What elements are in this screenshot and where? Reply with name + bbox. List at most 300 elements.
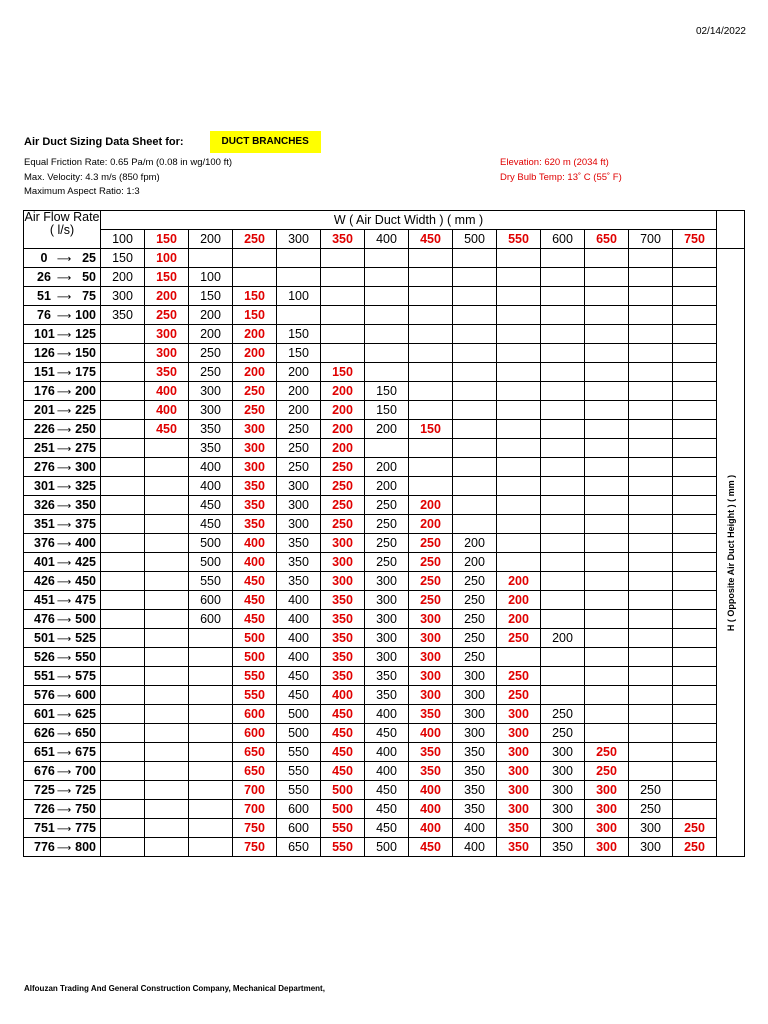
height-value-cell: 200: [189, 325, 233, 344]
height-value-cell: [629, 268, 673, 287]
height-value-cell: 300: [585, 781, 629, 800]
flow-from: 426: [34, 574, 55, 588]
width-header-cell: 300: [277, 230, 321, 249]
table-row: [24, 439, 745, 458]
height-value-cell: [101, 838, 145, 857]
height-value-cell: 300: [189, 382, 233, 401]
flow-to: 600: [75, 688, 96, 702]
flow-range-cell: [24, 762, 101, 781]
height-value-cell: [585, 496, 629, 515]
height-value-cell: 200: [101, 268, 145, 287]
height-value-cell: [189, 705, 233, 724]
height-value-cell: [189, 724, 233, 743]
height-value-cell: 200: [541, 629, 585, 648]
flow-range-cell: [24, 819, 101, 838]
flow-to: 450: [75, 574, 96, 588]
height-value-cell: [101, 667, 145, 686]
height-value-cell: 300: [409, 629, 453, 648]
flow-range-cell: [24, 363, 101, 382]
height-value-cell: 200: [277, 401, 321, 420]
height-value-cell: 200: [365, 420, 409, 439]
height-value-cell: [629, 553, 673, 572]
height-value-cell: [585, 325, 629, 344]
height-value-cell: [629, 572, 673, 591]
height-value-cell: [101, 686, 145, 705]
height-value-cell: 300: [453, 724, 497, 743]
height-value-cell: 500: [277, 724, 321, 743]
width-header-cell: 750: [673, 230, 717, 249]
height-value-cell: 450: [145, 420, 189, 439]
height-value-cell: [101, 401, 145, 420]
height-value-cell: 200: [365, 477, 409, 496]
flow-from: 726: [34, 802, 55, 816]
height-value-cell: [629, 724, 673, 743]
height-value-cell: [585, 667, 629, 686]
height-value-cell: 350: [321, 667, 365, 686]
flow-to: 375: [75, 517, 96, 531]
height-value-cell: [453, 477, 497, 496]
width-header-cell: 600: [541, 230, 585, 249]
arrow-icon: ⟶: [56, 349, 72, 360]
height-value-cell: 250: [497, 629, 541, 648]
height-value-cell: 350: [233, 477, 277, 496]
height-value-cell: [541, 686, 585, 705]
height-value-cell: 100: [145, 249, 189, 268]
height-value-cell: 400: [365, 743, 409, 762]
height-value-cell: [497, 496, 541, 515]
width-header-cell: 250: [233, 230, 277, 249]
height-value-cell: [101, 363, 145, 382]
height-value-cell: 300: [497, 781, 541, 800]
height-value-cell: [453, 496, 497, 515]
height-value-cell: 250: [189, 363, 233, 382]
height-value-cell: 350: [189, 439, 233, 458]
flow-from: 176: [34, 384, 55, 398]
table-row: [24, 724, 745, 743]
height-value-cell: [101, 477, 145, 496]
height-value-cell: 400: [365, 705, 409, 724]
height-value-cell: 300: [497, 800, 541, 819]
height-value-cell: [629, 344, 673, 363]
height-value-cell: [497, 249, 541, 268]
table-row: [24, 743, 745, 762]
height-value-cell: [541, 306, 585, 325]
height-value-cell: 550: [233, 667, 277, 686]
height-value-cell: 200: [321, 420, 365, 439]
arrow-icon: ⟶: [56, 615, 72, 626]
flow-to: 625: [75, 707, 96, 721]
height-value-cell: 250: [365, 553, 409, 572]
height-value-cell: 300: [277, 515, 321, 534]
height-value-cell: [497, 382, 541, 401]
height-value-cell: [497, 458, 541, 477]
height-value-cell: [189, 249, 233, 268]
height-value-cell: 300: [409, 667, 453, 686]
flow-from: 226: [34, 422, 55, 436]
flow-from: 601: [34, 707, 55, 721]
height-value-cell: [541, 648, 585, 667]
flow-to: 425: [75, 555, 96, 569]
height-value-cell: [541, 439, 585, 458]
height-value-cell: 450: [277, 667, 321, 686]
flow-to: 800: [75, 840, 96, 854]
height-value-cell: [497, 344, 541, 363]
flow-from: 276: [34, 460, 55, 474]
flow-from: 526: [34, 650, 55, 664]
height-value-cell: 300: [585, 838, 629, 857]
height-value-cell: [585, 249, 629, 268]
flow-range-cell: [24, 629, 101, 648]
height-value-cell: 250: [189, 344, 233, 363]
height-value-cell: 200: [497, 591, 541, 610]
max-velocity: Max. Velocity: 4.3 m/s (850 fpm): [24, 171, 160, 183]
height-value-cell: 300: [497, 724, 541, 743]
height-value-cell: [101, 515, 145, 534]
flow-from: 476: [34, 612, 55, 626]
height-value-cell: 250: [365, 496, 409, 515]
height-value-cell: 350: [541, 838, 585, 857]
height-value-cell: [673, 572, 717, 591]
height-value-cell: 300: [409, 686, 453, 705]
height-value-cell: [453, 325, 497, 344]
arrow-icon: ⟶: [56, 444, 72, 455]
height-value-cell: 200: [233, 344, 277, 363]
flow-from: 451: [34, 593, 55, 607]
width-header-cell: 150: [145, 230, 189, 249]
height-value-cell: 350: [189, 420, 233, 439]
height-value-cell: [277, 249, 321, 268]
flow-from: 751: [34, 821, 55, 835]
height-value-cell: [629, 610, 673, 629]
height-value-cell: 600: [233, 705, 277, 724]
height-value-cell: [145, 686, 189, 705]
height-value-cell: 250: [541, 705, 585, 724]
table-row: [24, 363, 745, 382]
height-value-cell: [101, 743, 145, 762]
height-value-cell: [629, 458, 673, 477]
height-value-cell: 350: [453, 781, 497, 800]
height-value-cell: [629, 667, 673, 686]
height-value-cell: 450: [321, 705, 365, 724]
flow-to: 275: [75, 441, 96, 455]
height-value-cell: 200: [321, 401, 365, 420]
height-value-cell: 300: [101, 287, 145, 306]
height-value-cell: [453, 287, 497, 306]
flow-from: 26: [37, 270, 51, 284]
height-value-cell: 550: [233, 686, 277, 705]
sheet-title: Air Duct Sizing Data Sheet for:: [24, 136, 184, 148]
flow-from: 76: [37, 308, 51, 322]
height-value-cell: 200: [365, 458, 409, 477]
height-value-cell: 400: [321, 686, 365, 705]
arrow-icon: ⟶: [56, 843, 72, 854]
height-value-cell: [629, 363, 673, 382]
height-value-cell: 200: [321, 382, 365, 401]
flow-from: 376: [34, 536, 55, 550]
height-value-cell: [277, 268, 321, 287]
height-value-cell: 300: [145, 325, 189, 344]
flow-from: 676: [34, 764, 55, 778]
height-value-cell: 250: [321, 458, 365, 477]
width-header: W ( Air Duct Width ) ( mm ): [101, 211, 717, 230]
height-value-cell: 500: [233, 629, 277, 648]
height-value-cell: 400: [189, 458, 233, 477]
height-value-cell: 150: [233, 287, 277, 306]
height-value-cell: [409, 401, 453, 420]
height-value-cell: [585, 458, 629, 477]
height-value-cell: 250: [497, 686, 541, 705]
height-value-cell: 200: [277, 382, 321, 401]
height-value-cell: 250: [629, 800, 673, 819]
height-value-cell: [673, 439, 717, 458]
height-value-cell: 300: [541, 819, 585, 838]
height-value-cell: [497, 553, 541, 572]
flow-to: 525: [75, 631, 96, 645]
flow-range-cell: [24, 249, 101, 268]
flow-from: 0: [40, 251, 48, 265]
arrow-icon: ⟶: [56, 672, 72, 683]
height-value-cell: [541, 667, 585, 686]
height-value-cell: [453, 382, 497, 401]
duct-sizing-table-body: [24, 211, 745, 857]
height-value-cell: [101, 325, 145, 344]
height-value-cell: [145, 572, 189, 591]
height-value-cell: 350: [277, 534, 321, 553]
height-value-cell: [145, 477, 189, 496]
height-value-cell: [453, 306, 497, 325]
height-value-cell: [453, 458, 497, 477]
height-value-cell: 250: [453, 648, 497, 667]
height-value-cell: [585, 724, 629, 743]
height-header-spacer: [717, 211, 745, 249]
table-row: [24, 249, 745, 268]
height-value-cell: 350: [409, 705, 453, 724]
height-value-cell: [409, 287, 453, 306]
height-axis-label: H ( Opposite Air Duct Height ) ( mm ): [725, 474, 736, 631]
height-value-cell: 200: [145, 287, 189, 306]
table-row: [24, 781, 745, 800]
flow-to: 675: [75, 745, 96, 759]
height-value-cell: [673, 249, 717, 268]
height-value-cell: 500: [189, 553, 233, 572]
height-value-cell: 250: [497, 667, 541, 686]
height-value-cell: [145, 781, 189, 800]
arrow-icon: ⟶: [56, 710, 72, 721]
width-values-row: [24, 230, 745, 249]
height-value-cell: [585, 477, 629, 496]
height-value-cell: [101, 762, 145, 781]
height-value-cell: [585, 344, 629, 363]
elevation: Elevation: 620 m (2034 ft): [500, 157, 609, 168]
height-value-cell: [101, 648, 145, 667]
height-value-cell: [673, 363, 717, 382]
height-value-cell: [145, 667, 189, 686]
table-row: [24, 819, 745, 838]
height-value-cell: [629, 686, 673, 705]
flow-range-cell: [24, 553, 101, 572]
flow-from: 51: [37, 289, 51, 303]
table-row: [24, 325, 745, 344]
height-value-cell: 500: [277, 705, 321, 724]
height-value-cell: [365, 344, 409, 363]
height-value-cell: [145, 591, 189, 610]
height-value-cell: 300: [189, 401, 233, 420]
arrow-icon: ⟶: [56, 501, 72, 512]
height-value-cell: [101, 382, 145, 401]
height-value-cell: 250: [585, 743, 629, 762]
height-value-cell: [673, 496, 717, 515]
height-value-cell: [101, 553, 145, 572]
height-value-cell: [321, 249, 365, 268]
height-value-cell: [101, 724, 145, 743]
height-value-cell: 300: [541, 743, 585, 762]
table-row: [24, 705, 745, 724]
flow-from: 576: [34, 688, 55, 702]
duct-sizing-table: [23, 210, 745, 857]
height-value-cell: [541, 553, 585, 572]
height-value-cell: 300: [321, 553, 365, 572]
height-value-cell: 450: [233, 591, 277, 610]
height-value-cell: [673, 458, 717, 477]
height-value-cell: 350: [453, 762, 497, 781]
height-value-cell: [585, 553, 629, 572]
height-value-cell: [409, 382, 453, 401]
height-value-cell: [233, 249, 277, 268]
height-value-cell: [497, 325, 541, 344]
height-value-cell: 450: [233, 610, 277, 629]
height-value-cell: 200: [497, 610, 541, 629]
height-value-cell: 250: [673, 819, 717, 838]
height-axis-label-cell: [717, 249, 745, 857]
flow-rate-header: [24, 211, 101, 249]
height-value-cell: 400: [233, 553, 277, 572]
height-value-cell: [101, 439, 145, 458]
height-value-cell: 300: [233, 420, 277, 439]
height-value-cell: [585, 686, 629, 705]
table-row: [24, 382, 745, 401]
height-value-cell: 450: [321, 724, 365, 743]
height-value-cell: [101, 344, 145, 363]
height-value-cell: [453, 515, 497, 534]
height-value-cell: 250: [585, 762, 629, 781]
height-value-cell: [321, 306, 365, 325]
arrow-icon: ⟶: [56, 311, 72, 322]
width-header-cell: 650: [585, 230, 629, 249]
height-value-cell: 700: [233, 781, 277, 800]
height-value-cell: [629, 515, 673, 534]
height-value-cell: 550: [321, 838, 365, 857]
flow-to: 325: [75, 479, 96, 493]
flow-range-cell: [24, 439, 101, 458]
flow-from: 551: [34, 669, 55, 683]
height-value-cell: [629, 325, 673, 344]
height-value-cell: 300: [365, 610, 409, 629]
height-value-cell: [453, 363, 497, 382]
flow-range-cell: [24, 781, 101, 800]
table-row: [24, 838, 745, 857]
height-value-cell: 150: [409, 420, 453, 439]
table-row: [24, 629, 745, 648]
height-value-cell: [145, 838, 189, 857]
height-value-cell: 450: [277, 686, 321, 705]
flow-range-cell: [24, 591, 101, 610]
flow-range-cell: [24, 534, 101, 553]
flow-to: 175: [75, 365, 96, 379]
height-value-cell: [629, 306, 673, 325]
height-value-cell: 200: [189, 306, 233, 325]
height-value-cell: [497, 287, 541, 306]
height-value-cell: 400: [409, 781, 453, 800]
height-value-cell: [101, 572, 145, 591]
height-value-cell: [585, 268, 629, 287]
height-value-cell: 650: [233, 762, 277, 781]
height-value-cell: [541, 458, 585, 477]
table-row: [24, 572, 745, 591]
height-value-cell: 400: [145, 382, 189, 401]
arrow-icon: ⟶: [56, 539, 72, 550]
flow-to: 350: [75, 498, 96, 512]
flow-from: 101: [34, 327, 55, 341]
height-value-cell: 300: [497, 705, 541, 724]
height-value-cell: [673, 287, 717, 306]
height-value-cell: 450: [365, 781, 409, 800]
arrow-icon: ⟶: [56, 520, 72, 531]
flow-from: 201: [34, 403, 55, 417]
height-value-cell: [673, 610, 717, 629]
height-value-cell: [629, 439, 673, 458]
width-header-cell: 450: [409, 230, 453, 249]
width-header-cell: 350: [321, 230, 365, 249]
height-value-cell: [321, 287, 365, 306]
flow-range-cell: [24, 648, 101, 667]
table-row: [24, 306, 745, 325]
flow-from: 401: [34, 555, 55, 569]
flow-range-cell: [24, 496, 101, 515]
duct-type-badge: DUCT BRANCHES: [210, 131, 321, 153]
flow-to: 25: [82, 251, 96, 265]
height-value-cell: 250: [453, 572, 497, 591]
height-value-cell: 150: [365, 382, 409, 401]
height-value-cell: [673, 705, 717, 724]
height-value-cell: 300: [321, 534, 365, 553]
flow-range-cell: [24, 420, 101, 439]
height-value-cell: [497, 306, 541, 325]
height-value-cell: 150: [277, 325, 321, 344]
height-value-cell: [497, 439, 541, 458]
height-value-cell: [541, 515, 585, 534]
height-value-cell: 550: [277, 781, 321, 800]
height-value-cell: [409, 363, 453, 382]
height-value-cell: [145, 800, 189, 819]
height-value-cell: [673, 781, 717, 800]
height-value-cell: [673, 724, 717, 743]
height-value-cell: 250: [409, 534, 453, 553]
height-value-cell: [145, 496, 189, 515]
height-value-cell: [321, 344, 365, 363]
flow-range-cell: [24, 401, 101, 420]
height-value-cell: 650: [277, 838, 321, 857]
height-value-cell: [541, 249, 585, 268]
height-value-cell: 100: [277, 287, 321, 306]
height-value-cell: [365, 268, 409, 287]
height-value-cell: [145, 458, 189, 477]
height-value-cell: 400: [409, 819, 453, 838]
arrow-icon: ⟶: [56, 387, 72, 398]
height-value-cell: 250: [145, 306, 189, 325]
height-value-cell: [101, 610, 145, 629]
height-value-cell: [189, 648, 233, 667]
flow-range-cell: [24, 287, 101, 306]
